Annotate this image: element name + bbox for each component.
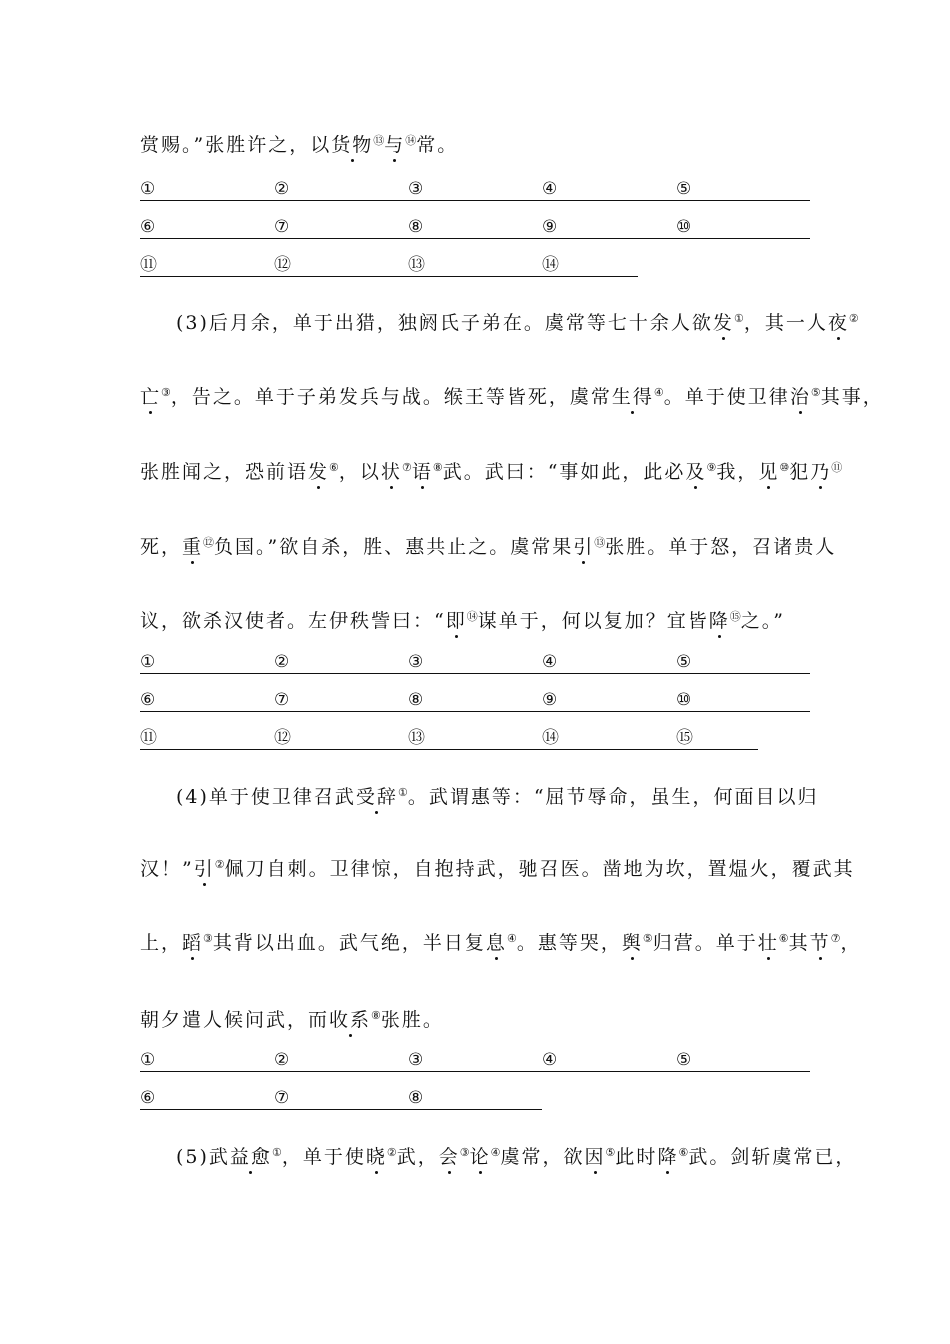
dotted-keyword: 引 (193, 858, 215, 880)
text-segment: 。单于使卫律 (663, 386, 790, 408)
dotted-keyword: 蹈 (182, 932, 204, 954)
answer-blank-label[interactable]: ⑬ (408, 255, 425, 275)
text-segment: 上， (140, 932, 183, 954)
dotted-keyword: 乃 (810, 461, 832, 483)
footnote-number: ⑦ (401, 461, 412, 474)
footnote-number: ③ (203, 932, 213, 945)
answer-blank-label[interactable]: ⑥ (140, 1088, 156, 1108)
footnote-number: ④ (490, 1146, 501, 1159)
footnote-number: ① (271, 1146, 282, 1159)
answer-blank-label[interactable]: ④ (542, 1050, 558, 1070)
footnote-number: ⑭ (466, 610, 478, 623)
text-segment: (5)武 (176, 1146, 230, 1168)
footnote-number: ④ (653, 386, 664, 399)
answer-blank-row (140, 1087, 542, 1110)
dotted-keyword: 降 (657, 1146, 679, 1168)
answer-blank-label[interactable]: ⑨ (542, 217, 558, 237)
answer-blank-label[interactable]: ⑧ (408, 1088, 424, 1108)
dotted-keyword: 发 (712, 312, 734, 334)
dotted-keyword: 因 (584, 1146, 606, 1168)
dotted-keyword: 见 (758, 461, 780, 483)
footnote-number: ⑤ (810, 386, 821, 399)
dotted-keyword: 晓 (365, 1146, 387, 1168)
answer-blank-label[interactable]: ⑬ (408, 728, 425, 748)
footnote-number: ② (214, 858, 225, 871)
answer-blank-label[interactable]: ③ (408, 179, 424, 199)
answer-blank-label[interactable]: ⑧ (408, 690, 424, 710)
answer-blank-label[interactable]: ② (274, 1050, 290, 1070)
text-segment: ，以 (338, 461, 381, 483)
dotted-keyword: 壮 (757, 932, 779, 954)
answer-blank-label[interactable]: ⑫ (274, 728, 291, 748)
footnote-number: ⑥ (778, 932, 789, 945)
text-segment: 武， (396, 1146, 439, 1168)
answer-blank-label[interactable]: ① (140, 1050, 156, 1070)
dotted-keyword: 生得 (611, 386, 654, 408)
dotted-keyword: 发 (308, 461, 330, 483)
answer-blank-row (140, 1049, 810, 1072)
answer-blank-label[interactable]: ⑥ (140, 217, 156, 237)
footnote-number: ⑬ (594, 536, 606, 549)
answer-blank-label[interactable]: ② (274, 179, 290, 199)
footnote-number: ⑥ (329, 461, 339, 474)
text-segment: 赏赐。”张胜许之，以 (140, 134, 332, 156)
answer-blank-row (140, 727, 758, 750)
footnote-number: ② (386, 1146, 397, 1159)
dotted-keyword: 治 (789, 386, 811, 408)
text-line (176, 784, 866, 810)
dotted-keyword: 受辞 (355, 786, 398, 808)
dotted-keyword: 状 (380, 461, 402, 483)
answer-blank-label[interactable]: ⑥ (140, 690, 156, 710)
text-segment: 犯 (789, 461, 811, 483)
dotted-keyword: 重 (182, 536, 204, 558)
text-segment: ，告之。单于子弟发兵与战。缑王等皆死，虞常 (170, 386, 612, 408)
text-line (140, 1007, 830, 1033)
answer-blank-label[interactable]: ② (274, 652, 290, 672)
text-segment: 。惠等哭， (516, 932, 622, 954)
answer-blank-label[interactable]: ③ (408, 652, 424, 672)
text-segment: ，单于使 (281, 1146, 366, 1168)
text-segment: 。武谓惠等：“屈节辱命，虽生，何面目以归 (407, 786, 819, 808)
answer-blank-label[interactable]: ④ (542, 652, 558, 672)
text-line (176, 310, 866, 336)
text-segment: 武。剑斩虞常已， (688, 1146, 857, 1168)
dotted-keyword: 节 (809, 932, 831, 954)
answer-blank-label[interactable]: ⑦ (274, 690, 290, 710)
answer-blank-row (140, 254, 638, 277)
answer-blank-label[interactable]: ⑪ (140, 728, 157, 748)
answer-blank-row (140, 178, 810, 201)
text-segment: 其事， (820, 386, 884, 408)
footnote-number: ① (733, 312, 744, 325)
text-line (140, 459, 843, 485)
text-segment: 其 (788, 932, 810, 954)
footnote-number: ⑬ (373, 134, 385, 147)
text-segment: ， (840, 932, 862, 954)
text-segment: 虞常，欲 (500, 1146, 585, 1168)
text-segment: 张胜。 (380, 1009, 444, 1031)
answer-blank-label[interactable]: ⑦ (274, 1088, 290, 1108)
answer-blank-label[interactable]: ⑤ (676, 179, 692, 199)
dotted-keyword: 语 (411, 461, 433, 483)
text-segment: (4)单于使卫律召武 (176, 786, 356, 808)
dotted-keyword: 收系 (329, 1009, 372, 1031)
text-segment: 议，欲杀汉使者。左伊秩訾曰：“ (140, 610, 446, 632)
footnote-number: ① (397, 786, 408, 799)
text-line (140, 930, 862, 956)
footnote-number: ④ (506, 932, 517, 945)
text-segment: 佩刀自刺。卫律惊，自抱持武，驰召医。凿地为坎，置煴火，覆武其 (224, 858, 855, 880)
text-segment: 之。” (740, 610, 785, 632)
footnote-number: ⑧ (371, 1009, 381, 1022)
answer-blank-label[interactable]: ⑦ (274, 217, 290, 237)
text-segment: 谋单于，何以复加？宜皆 (477, 610, 709, 632)
answer-blank-label[interactable]: ⑩ (676, 217, 692, 237)
dotted-keyword: 货物 (331, 134, 374, 156)
footnote-number: ⑫ (203, 536, 215, 549)
answer-blank-label[interactable]: ⑧ (408, 217, 424, 237)
footnote-number: ② (848, 312, 859, 325)
footnote-number: ③ (161, 386, 171, 399)
footnote-number: ⑦ (830, 932, 841, 945)
answer-blank-label[interactable]: ⑩ (676, 690, 692, 710)
answer-blank-label[interactable]: ⑫ (274, 255, 291, 275)
dotted-keyword: 息 (485, 932, 507, 954)
footnote-number: ⑤ (605, 1146, 616, 1159)
text-line (140, 856, 855, 882)
text-line (176, 1144, 866, 1170)
text-segment: 武。武曰：“事如此，此必 (442, 461, 686, 483)
dotted-keyword: 夜 (827, 312, 849, 334)
text-line (140, 132, 830, 158)
footnote-number: ⑮ (729, 610, 741, 623)
text-segment: 张胜闻之，恐前语 (140, 461, 309, 483)
answer-blank-row (140, 651, 810, 674)
answer-blank-label[interactable]: ③ (408, 1050, 424, 1070)
answer-blank-row (140, 689, 810, 712)
footnote-number: ⑪ (831, 461, 843, 474)
dotted-keyword: 论 (469, 1146, 491, 1168)
footnote-number: ⑧ (432, 461, 443, 474)
dotted-keyword: 与 (384, 134, 406, 156)
answer-blank-label[interactable]: ⑭ (542, 728, 559, 748)
dotted-keyword: 亡 (140, 386, 162, 408)
text-segment: 其背以出血。武气绝，半日复 (212, 932, 486, 954)
text-segment: 汉！” (140, 858, 194, 880)
answer-blank-label[interactable]: ⑤ (676, 652, 692, 672)
text-segment: 死， (140, 536, 183, 558)
answer-blank-label[interactable]: ⑭ (542, 255, 559, 275)
dotted-keyword: 及 (685, 461, 707, 483)
text-segment: 归营。单于 (652, 932, 758, 954)
text-segment: 我， (716, 461, 759, 483)
text-segment: 负国。”欲自杀，胜、惠共止之。虞常果 (214, 536, 574, 558)
footnote-number: ⑨ (706, 461, 717, 474)
text-line (140, 384, 884, 410)
dotted-keyword: 会 (438, 1146, 460, 1168)
footnote-number: ⑤ (642, 932, 653, 945)
text-segment: 朝夕遣人候问武，而 (140, 1009, 330, 1031)
footnote-number: ⑥ (678, 1146, 689, 1159)
footnote-number: ⑭ (405, 134, 417, 147)
text-segment: 此时 (615, 1146, 658, 1168)
answer-blank-label[interactable]: ① (140, 652, 156, 672)
dotted-keyword: 舆 (621, 932, 643, 954)
answer-blank-label[interactable]: ⑮ (676, 728, 693, 748)
answer-blank-label[interactable]: ④ (542, 179, 558, 199)
text-line (140, 534, 837, 560)
dotted-keyword: 即 (445, 610, 467, 632)
text-segment: ，其一人 (743, 312, 828, 334)
text-segment: 常。 (416, 134, 459, 156)
text-line (140, 608, 830, 634)
dotted-keyword: 引 (573, 536, 595, 558)
text-segment: (3)后月余，单于出猎，独阏氏子弟在。虞常等七十余人欲 (176, 312, 713, 334)
footnote-number: ⑩ (779, 461, 790, 474)
dotted-keyword: 益愈 (229, 1146, 272, 1168)
answer-blank-label[interactable]: ① (140, 179, 156, 199)
answer-blank-label[interactable]: ⑨ (542, 690, 558, 710)
answer-blank-label[interactable]: ⑪ (140, 255, 157, 275)
footnote-number: ③ (459, 1146, 470, 1159)
answer-blank-label[interactable]: ⑤ (676, 1050, 692, 1070)
text-segment: 张胜。单于怒，召诸贵人 (605, 536, 837, 558)
answer-blank-row (140, 216, 810, 239)
dotted-keyword: 降 (708, 610, 730, 632)
